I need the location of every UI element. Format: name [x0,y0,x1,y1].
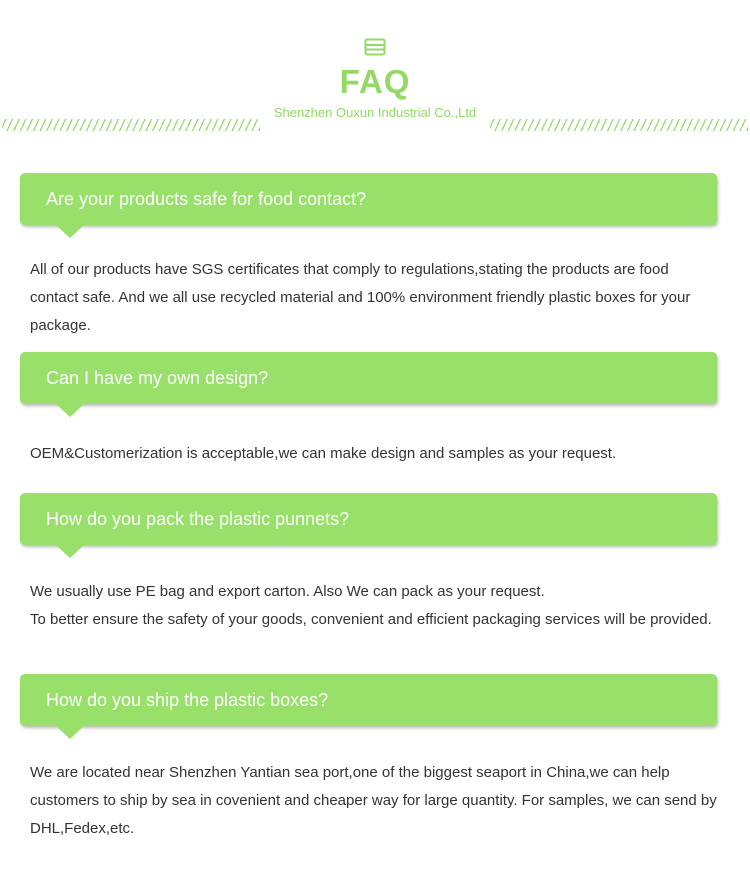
decorative-divider-left [2,119,260,131]
answer-paragraph: All of our products have SGS certificates that comply to regulations,stating the products are food contact safe. And we all use recycled material and 100% environment friendly plastic boxes for your package. [30,261,691,334]
answer-paragraph: We usually use PE bag and export carton. Also We can pack as your request. [30,583,545,600]
speech-tail [56,225,84,238]
speech-tail [56,404,84,417]
answer-text [30,759,720,843]
page-title: FAQ [339,63,411,100]
speech-tail [56,726,84,739]
answer-text [30,256,720,340]
answer-paragraph: We are located near Shenzhen Yantian sea port,one of the biggest seaport in China,we can help customers to ship by sea in covenient and cheaper way for large quantity. For samples, we can send by DHL,Fedex,etc. [30,764,717,837]
speech-tail [56,545,84,558]
answer-paragraph: To better ensure the safety of your goods, convenient and efficient packaging services will be provided. [30,611,712,628]
answer-paragraph: OEM&Customerization is acceptable,we can make design and samples as your request. [30,445,617,462]
question-text: Can I have my own design? [46,368,269,388]
question-bar [20,674,717,726]
question-bar [20,352,717,404]
answer-text [30,440,720,468]
question-bar [20,493,717,545]
question-bar [20,173,717,225]
question-text: How do you pack the plastic punnets? [46,509,350,529]
answer-text [30,578,720,634]
bookmark-icon [364,38,386,56]
question-text: How do you ship the plastic boxes? [46,690,329,710]
company-name: Shenzhen Ouxun Industrial Co.,Ltd [273,105,477,120]
decorative-divider-right [490,119,748,131]
question-text: Are your products safe for food contact? [46,189,367,209]
faq-header [0,0,750,140]
